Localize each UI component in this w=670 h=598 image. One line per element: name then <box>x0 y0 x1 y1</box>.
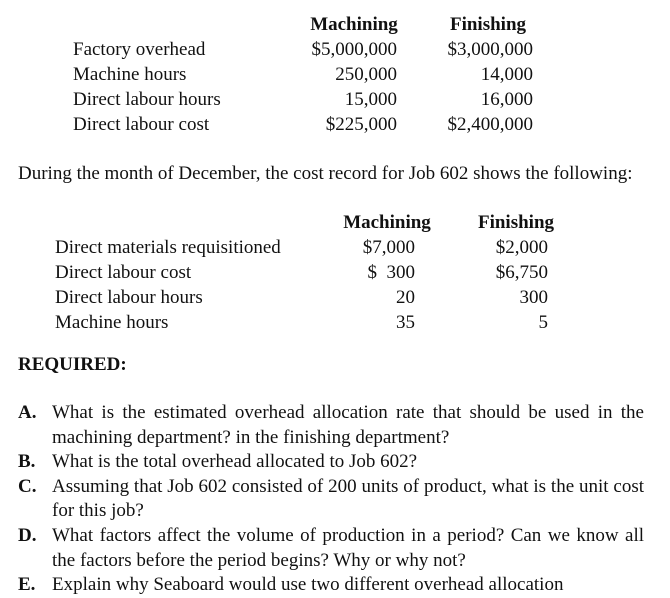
table1-cell: 250,000 <box>335 64 397 85</box>
table1-cell: $225,000 <box>325 114 397 135</box>
table2-cell: $ 300 <box>367 262 415 283</box>
table2-cell: $7,000 <box>362 237 415 258</box>
table2-row-label: Machine hours <box>55 312 169 333</box>
table1-cell: 16,000 <box>480 89 533 110</box>
list-item <box>18 450 644 475</box>
table1-cell: 14,000 <box>480 64 533 85</box>
table2-cell: 300 <box>519 287 548 308</box>
table1-header-finishing: Finishing <box>449 14 527 35</box>
item-letter: A. <box>18 402 37 423</box>
table1-row-label: Direct labour hours <box>73 89 221 110</box>
item-letter: D. <box>18 524 37 546</box>
table1-row-label: Machine hours <box>73 64 187 85</box>
table1-row-label: Direct labour cost <box>73 114 210 135</box>
item-text: What is the total overhead allocated to Job 602? <box>52 451 418 473</box>
table2-cell: 20 <box>396 287 415 308</box>
table2-row-label: Direct labour hours <box>55 287 203 308</box>
item-letter: E. <box>18 574 36 596</box>
required-heading: REQUIRED: <box>18 354 127 375</box>
table2-row-label: Direct labour cost <box>55 262 192 283</box>
table1-header-machining: Machining <box>310 14 398 35</box>
item-text: What is the estimated overhead allocation rate that should be used in the machining department? in the finishing department? <box>52 402 644 448</box>
table2-cell: $2,000 <box>495 237 548 258</box>
intro-paragraph: During the month of December, the cost record for Job 602 shows the following: <box>18 163 633 184</box>
list-item <box>18 475 644 524</box>
table2-row-label: Direct materials requisitioned <box>55 237 281 258</box>
table2-header-finishing: Finishing <box>477 212 555 233</box>
table1-cell: $3,000,000 <box>447 39 533 60</box>
list-item <box>18 524 644 573</box>
table1-row-label: Factory overhead <box>73 39 206 60</box>
requirements-list <box>18 401 644 598</box>
table2-cell: $6,750 <box>495 262 548 283</box>
table1-cell: 15,000 <box>344 89 397 110</box>
table2-cell: 5 <box>538 312 548 333</box>
item-text: Explain why Seaboard would use two different overhead allocation <box>52 574 564 596</box>
list-item <box>18 573 644 598</box>
item-text: Assuming that Job 602 consisted of 200 units of product, what is the unit cost for this job? <box>52 475 644 522</box>
table2-cell: 35 <box>396 312 415 333</box>
table2-header-machining: Machining <box>343 212 431 233</box>
list-item <box>18 401 644 450</box>
table1-cell: $2,400,000 <box>447 114 533 135</box>
item-letter: C. <box>18 475 37 497</box>
table1-cell: $5,000,000 <box>311 39 397 60</box>
item-letter: B. <box>18 451 36 473</box>
item-text: What factors affect the volume of production in a period? Can we know all the factors before the period begins? Why or why not? <box>52 524 644 571</box>
